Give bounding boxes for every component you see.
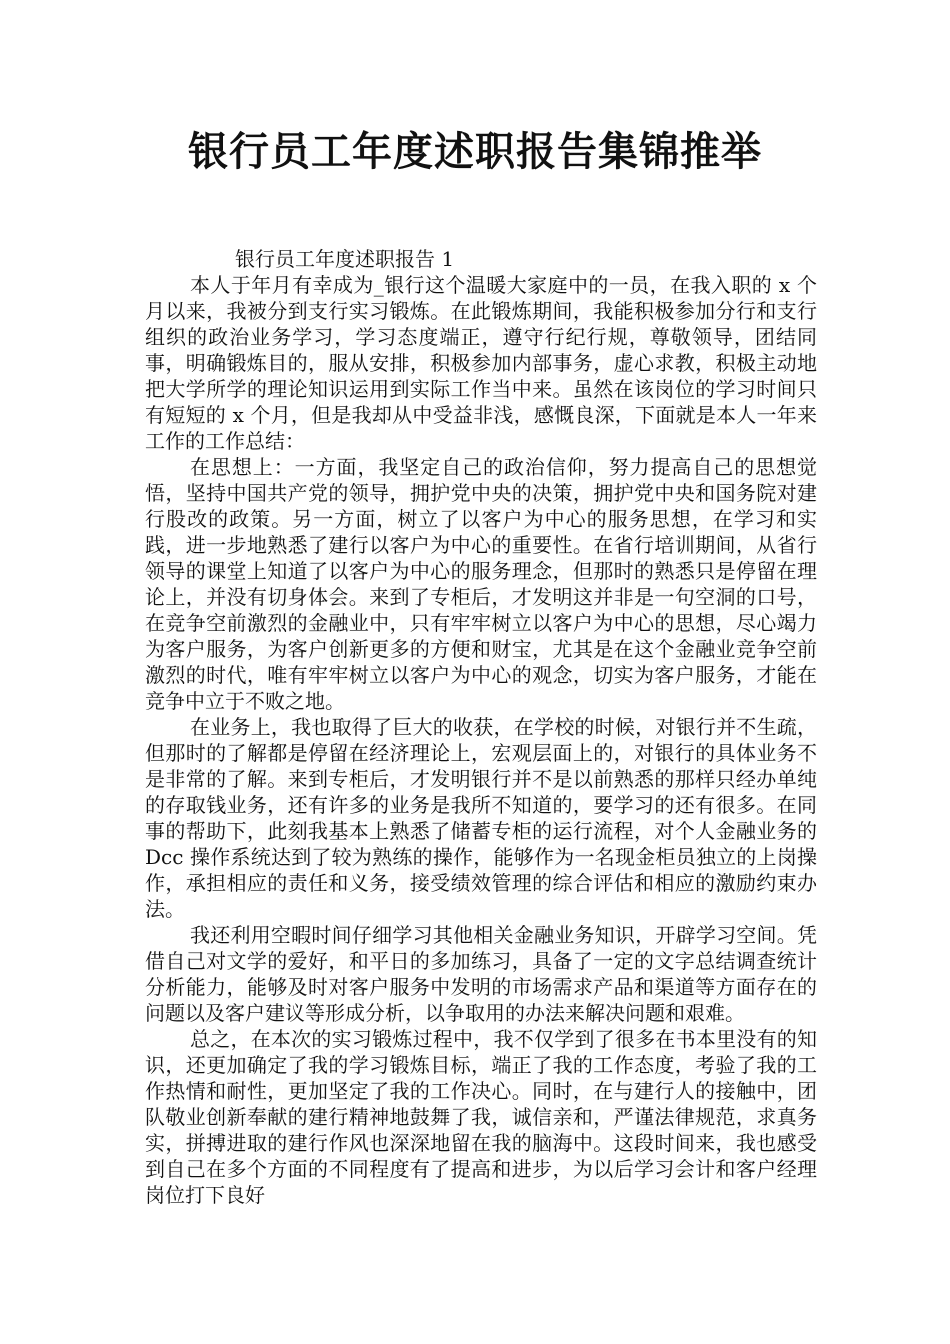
paragraph-thought: 在思想上：一方面，我坚定自己的政治信仰，努力提高自己的思想觉悟，坚持中国共产党的领导，拥护党中央的决策，拥护党中央和国务院对建行股改的政策。另一方面，树立了以客户为中心的服务思想，在学习和实践，进一步地熟悉了建行以客户为中心的重要性。在省行培训期间，从省行领导的课堂上知道了以客户为中心的服务理念，但那时的熟悉只是停留在理论上，并没有切身体会。来到了专柜后，才发明这并非是一句空洞的口号，在竞争空前激烈的金融业中，只有牢牢树立以客户为中心的思想，尽心竭力为客户服务，为客户创新更多的方便和财宝，尤其是在这个金融业竞争空前激烈的时代，唯有牢牢树立以客户为中心的观念，切实为客户服务，才能在竞争中立于不败之地。	[145, 455, 817, 713]
report-subtitle: 银行员工年度述职报告 1	[235, 247, 455, 271]
paragraph-summary: 总之，在本次的实习锻炼过程中，我不仅学到了很多在书本里没有的知识，还更加确定了我的学习锻炼目标，端正了我的工作态度，考验了我的工作热情和耐性，更加坚定了我的工作决心。同时，在与建行人的接触中，团队敬业创新奉献的建行精神地鼓舞了我，诚信亲和，严谨法律规范，求真务实，拼搏进取的建行作风也深深地留在我的脑海中。这段时间来，我也感受到自己在多个方面的不同程度有了提高和进步，为以后学习会计和客户经理岗位打下良好	[145, 1027, 817, 1207]
document-title: 银行员工年度述职报告集锦推举	[188, 129, 762, 175]
paragraph-study: 我还利用空暇时间仔细学习其他相关金融业务知识，开辟学习空间。凭借自己对文学的爱好，和平日的多加练习，具备了一定的文字总结调查统计分析能力，能够及时对客户服务中发明的市场需求产品和渠道等方面存在的问题以及客户建议等形成分析，以争取用的办法来解决问题和艰难。	[145, 923, 817, 1025]
document-body	[145, 246, 817, 1208]
paragraph-intro: 本人于年月有幸成为_银行这个温暖大家庭中的一员，在我入职的 x 个月以来，我被分到支行实习锻炼。在此锻炼期间，我能积极参加分行和支行组织的政治业务学习，学习态度端正，遵守行纪行规，尊敬领导，团结同事，明确锻炼目的，服从安排，积极参加内部事务，虚心求教，积极主动地把大学所学的理论知识运用到实际工作当中来。虽然在该岗位的学习时间只有短短的 x 个月，但是我却从中受益非浅，感慨良深，下面就是本人一年来工作的工作总结：	[145, 273, 817, 453]
paragraph-business: 在业务上，我也取得了巨大的收获，在学校的时候，对银行并不生疏，但那时的了解都是停留在经济理论上，宏观层面上的，对银行的具体业务不是非常的了解。来到专柜后，才发明银行并不是以前熟悉的那样只经办单纯的存取钱业务，还有许多的业务是我所不知道的，要学习的还有很多。在同事的帮助下，此刻我基本上熟悉了储蓄专柜的运行流程，对个人金融业务的 Dcc 操作系统达到了较为熟练的操作，能够作为一名现金柜员独立的上岗操作，承担相应的责任和义务，接受绩效管理的综合评估和相应的激励约束办法。	[145, 715, 817, 921]
